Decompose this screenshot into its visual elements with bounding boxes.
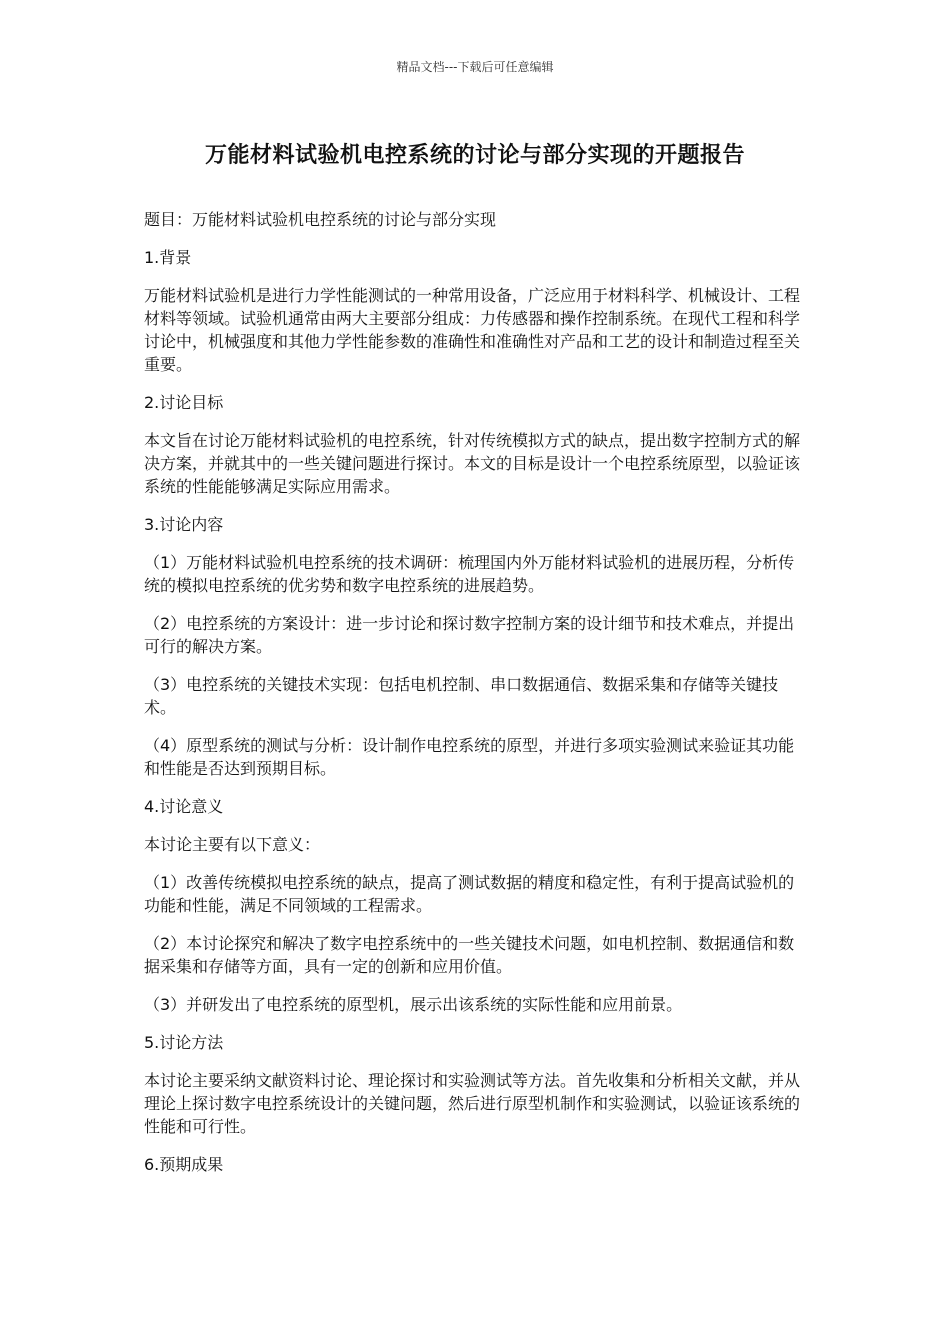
content-item-4: （4）原型系统的测试与分析：设计制作电控系统的原型，并进行多项实验测试来验证其功能和性能是否达到预期目标。 [144,736,795,778]
section-heading-results: 6.预期成果 [144,1155,224,1174]
subject-line: 题目：万能材料试验机电控系统的讨论与部分实现 [144,210,497,229]
background-paragraph: 万能材料试验机是进行力学性能测试的一种常用设备，广泛应用于材料科学、机械设计、工程材料等领域。试验机通常由两大主要部分组成：力传感器和操作控制系统。在现代工程和科学讨论中，机械强度和其他力学性能参数的准确性和准确性对产品和工艺的设计和制造过程至关重要。 [144,286,801,374]
section-heading-methods: 5.讨论方法 [144,1033,224,1052]
significance-item-2: （2）本讨论探究和解决了数字电控系统中的一些关键技术问题，如电机控制、数据通信和数据采集和存储等方面，具有一定的创新和应用价值。 [144,934,795,976]
section-heading-significance: 4.讨论意义 [144,797,224,816]
content-item-2: （2）电控系统的方案设计：进一步讨论和探讨数字控制方案的设计细节和技术难点，并提出可行的解决方案。 [144,614,795,656]
goals-paragraph: 本文旨在讨论万能材料试验机的电控系统，针对传统模拟方式的缺点，提出数字控制方式的解决方案，并就其中的一些关键问题进行探讨。本文的目标是设计一个电控系统原型，以验证该系统的性能能够满足实际应用需求。 [144,431,801,496]
section-heading-content: 3.讨论内容 [144,515,224,534]
document-body [144,208,808,1191]
document-title: 万能材料试验机电控系统的讨论与部分实现的开题报告 [204,143,745,168]
significance-intro: 本讨论主要有以下意义： [144,835,321,854]
significance-item-3: （3）并研发出了电控系统的原型机，展示出该系统的实际性能和应用前景。 [144,995,683,1014]
significance-item-1: （1）改善传统模拟电控系统的缺点，提高了测试数据的精度和稳定性，有利于提高试验机的功能和性能，满足不同领域的工程需求。 [144,873,795,915]
section-heading-goals: 2.讨论目标 [144,393,224,412]
content-item-3: （3）电控系统的关键技术实现：包括电机控制、串口数据通信、数据采集和存储等关键技术。 [144,675,779,717]
section-heading-background: 1.背景 [144,248,192,267]
content-item-1: （1）万能材料试验机电控系统的技术调研：梳理国内外万能材料试验机的进展历程，分析传统的模拟电控系统的优劣势和数字电控系统的进展趋势。 [144,553,795,595]
header-note: 精品文档---下载后可任意编辑 [396,60,554,74]
methods-paragraph: 本讨论主要采纳文献资料讨论、理论探讨和实验测试等方法。首先收集和分析相关文献，并从理论上探讨数字电控系统设计的关键问题，然后进行原型机制作和实验测试，以验证该系统的性能和可行性。 [144,1071,801,1136]
